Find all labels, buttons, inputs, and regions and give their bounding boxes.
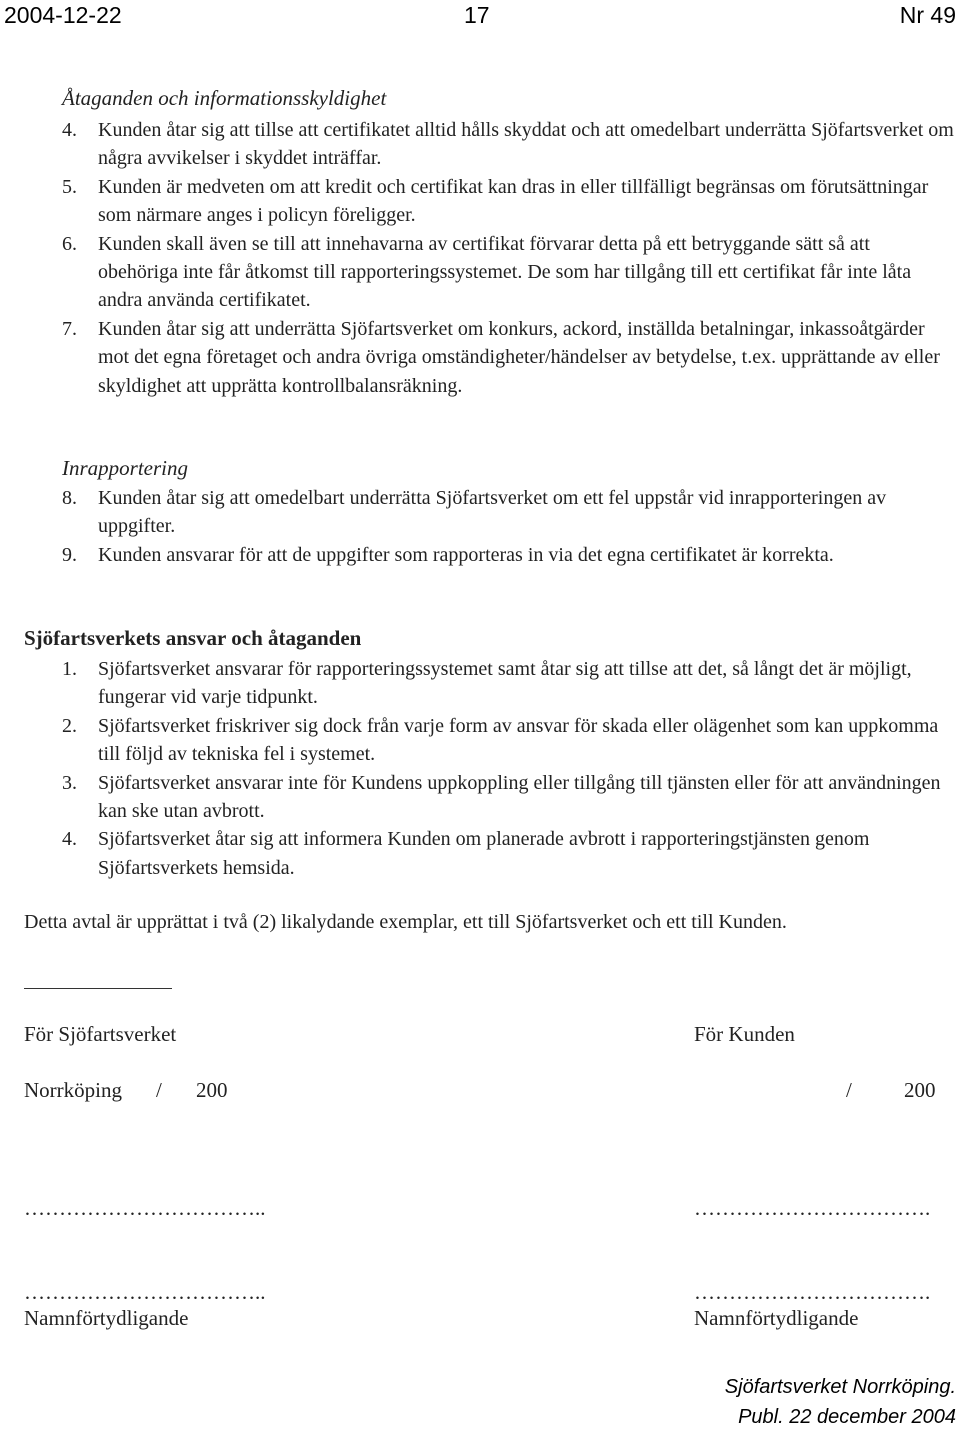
section-title-reporting: Inrapportering xyxy=(62,456,188,480)
item-number: 6. xyxy=(62,232,77,255)
right-name-line: ……………………………. xyxy=(694,1280,931,1304)
item-text: Sjöfartsverket åtar sig att informera Kunden om planerade avbrott i rapporteringstjänsten genom Sjöfartsverkets hemsida. xyxy=(98,828,870,879)
list-item xyxy=(0,315,960,400)
right-signature-line: ……………………………. xyxy=(694,1196,931,1220)
section3-list xyxy=(0,655,960,882)
left-name-label: Namnförtydligande xyxy=(24,1306,189,1330)
right-name-label: Namnförtydligande xyxy=(694,1306,859,1330)
section-title-agency-responsibility: Sjöfartsverkets ansvar och åtaganden xyxy=(24,626,362,650)
item-text: Sjöfartsverket friskriver sig dock från varje form av ansvar för skada eller olägenhet som kan uppkomma till följd av tekniska fel i systemet. xyxy=(98,714,939,766)
publisher-footer xyxy=(725,1372,956,1432)
left-year: 200 xyxy=(196,1078,228,1102)
section-title-commitments: Åtaganden och informationsskyldighet xyxy=(62,86,387,110)
left-signature-line: …………………………….. xyxy=(24,1196,266,1220)
left-name-line: …………………………….. xyxy=(24,1280,266,1304)
list-item xyxy=(0,541,960,569)
item-number: 3. xyxy=(62,771,77,794)
item-text: Sjöfartsverket ansvarar för rapporteringssystemet samt åtar sig att tillse att det, så långt det är möjligt, fungerar vid varje tidpunkt. xyxy=(98,658,912,709)
item-number: 2. xyxy=(62,714,77,737)
item-number: 4. xyxy=(62,828,77,851)
item-number: 5. xyxy=(62,175,77,198)
item-text: Kunden är medveten om att kredit och certifikat kan dras in eller tillfälligt begränsas om förutsättningar som närmare anges i policyn föreligger. xyxy=(98,175,929,227)
right-date-slash: / xyxy=(846,1078,852,1102)
footer-publisher: Sjöfartsverket Norrköping. xyxy=(724,1376,956,1398)
item-number: 9. xyxy=(62,543,77,566)
left-party-label: För Sjöfartsverket xyxy=(24,1022,177,1046)
header-issue-number: Nr 49 xyxy=(899,2,956,28)
closing-paragraph: Detta avtal är upprättat i två (2) likalydande exemplar, ett till Sjöfartsverket och ett till Kunden. xyxy=(24,911,787,933)
item-text: Kunden åtar sig att tillse att certifikatet alltid hålls skyddat och att omedelbart underrätta Sjöfartsverket om några avvikelser i skyddet inträffar. xyxy=(98,119,954,170)
footer-publication-date: Publ. 22 december 2004 xyxy=(738,1406,956,1428)
item-text: Kunden åtar sig att omedelbart underrätta Sjöfartsverket om ett fel uppstår vid inrapporteringen av uppgifter. xyxy=(98,487,887,538)
list-item xyxy=(0,173,960,230)
header-date: 2004-12-22 xyxy=(4,2,122,28)
list-item xyxy=(0,230,960,315)
item-text: Kunden ansvarar för att de uppgifter som rapporteras in via det egna certifikatet är korrekta. xyxy=(98,543,834,566)
item-number: 1. xyxy=(62,658,77,680)
divider xyxy=(24,988,172,989)
left-place: Norrköping xyxy=(24,1078,122,1102)
list-item xyxy=(0,655,960,712)
left-date-slash: / xyxy=(156,1078,162,1102)
item-text: Kunden skall även se till att innehavarna av certifikat förvarar detta på ett betryggande sätt så att obehöriga inte får åtkomst till rapporteringssystemet. De som har tillgång till ett certifikat får inte låta andra använda certifikatet. xyxy=(98,232,912,312)
list-item xyxy=(0,484,960,541)
item-text: Kunden åtar sig att underrätta Sjöfartsverket om konkurs, ackord, inställda betalningar, inkassoåtgärder mot det egna företaget och andra övriga omständigheter/händelser av betydelse, t.ex. upprättande av eller skyldighet att upprätta kontrollbalansräkning. xyxy=(98,317,940,397)
list-item xyxy=(0,769,960,826)
item-number: 7. xyxy=(62,317,77,340)
section1-list xyxy=(0,116,960,400)
page-header xyxy=(0,0,960,34)
item-number: 8. xyxy=(62,487,77,509)
section2-list xyxy=(0,484,960,569)
right-year: 200 xyxy=(904,1078,936,1102)
list-item xyxy=(0,825,960,882)
item-number: 4. xyxy=(62,119,77,141)
item-text: Sjöfartsverket ansvarar inte för Kundens uppkoppling eller tillgång till tjänsten eller för att användningen kan ske utan avbrott. xyxy=(98,771,941,823)
header-page-number: 17 xyxy=(464,2,490,28)
list-item xyxy=(0,712,960,769)
list-item xyxy=(0,116,960,173)
right-party-label: För Kunden xyxy=(694,1022,795,1046)
